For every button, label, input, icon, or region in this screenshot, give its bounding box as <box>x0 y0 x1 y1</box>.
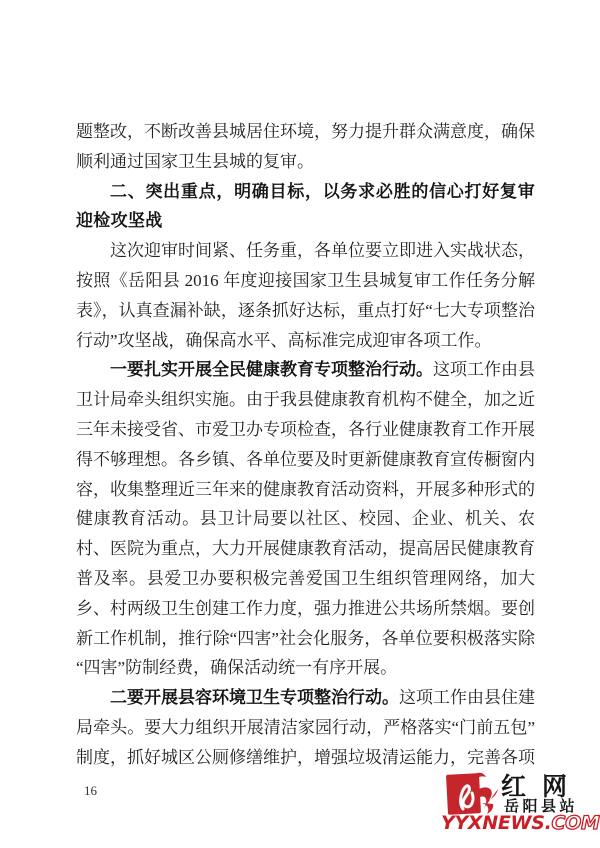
logo-station-name: 岳阳县站 <box>504 798 579 815</box>
document-text-column <box>76 117 535 773</box>
logo-site-name: 红网 <box>501 774 584 801</box>
logo-url-outline: COM <box>551 812 600 834</box>
paragraph-continuation: 题整改，不断改善县城居住环境，努力提升群众满意度，确保顺利通过国家卫生县城的复审。 <box>76 122 535 171</box>
paragraph-one-body: 这项工作由县卫计局牵头组织实施。由于我县健康教育机构不健全，加之近三年未接受省、市爱卫办专项检查，各行业健康教育工作开展得不够理想。各乡镇、各单位要及时更新健康教育宣传橱窗内容，收集整理近三年来的健康教育活动资料，开展多种形式的健康教育活动。县卫计局要以社区、校园、企业、机关、农村、医院为重点，大力开展健康教育活动，提高居民健康教育普及率。县爱卫办要积极完善爱国卫生组织管理网络，加大乡、村两级卫生创建工作力度，强力推进公共场所禁烟。要创新工作机制，推行除“四害”社会化服务，各单位要积极落实除“四害”防制经费，确保活动统一有序开展。 <box>76 360 535 678</box>
rednet-seal-icon <box>446 769 498 817</box>
paragraph-item-two <box>76 683 535 772</box>
paragraph-intro: 这次迎审时间紧、任务重，各单位要立即进入实战状态，按照《岳阳县 2016 年度迎接国家卫生县城复审工作任务分解表》，认真查漏补缺，逐条抓好达标，重点打好“七大专项整治行动”攻坚战，确保高水平、高标准完成迎审各项工作。 <box>76 241 535 350</box>
paragraph-one-lead: 一要扎实开展全民健康教育专项整治行动。 <box>110 360 433 380</box>
logo-url-solid: YYXNEWS. <box>441 812 552 834</box>
paragraph-two-lead: 二要开展县容环境卫生专项整治行动。 <box>110 688 399 708</box>
page-number: 16 <box>84 783 97 798</box>
section-heading: 二、突出重点，明确目标，以务求必胜的信心打好复审迎检攻坚战 <box>76 181 535 231</box>
site-logo <box>441 766 600 838</box>
logo-url <box>441 812 600 834</box>
paragraph-two-body: 这项工作由县住建局牵头。要大力组织开展清洁家园行动，严格落实“门前五包”制度，抓好城区公厕修缮维护，增强垃圾清运能力，完善各项 <box>76 688 535 767</box>
paragraph-item-one <box>76 355 535 683</box>
